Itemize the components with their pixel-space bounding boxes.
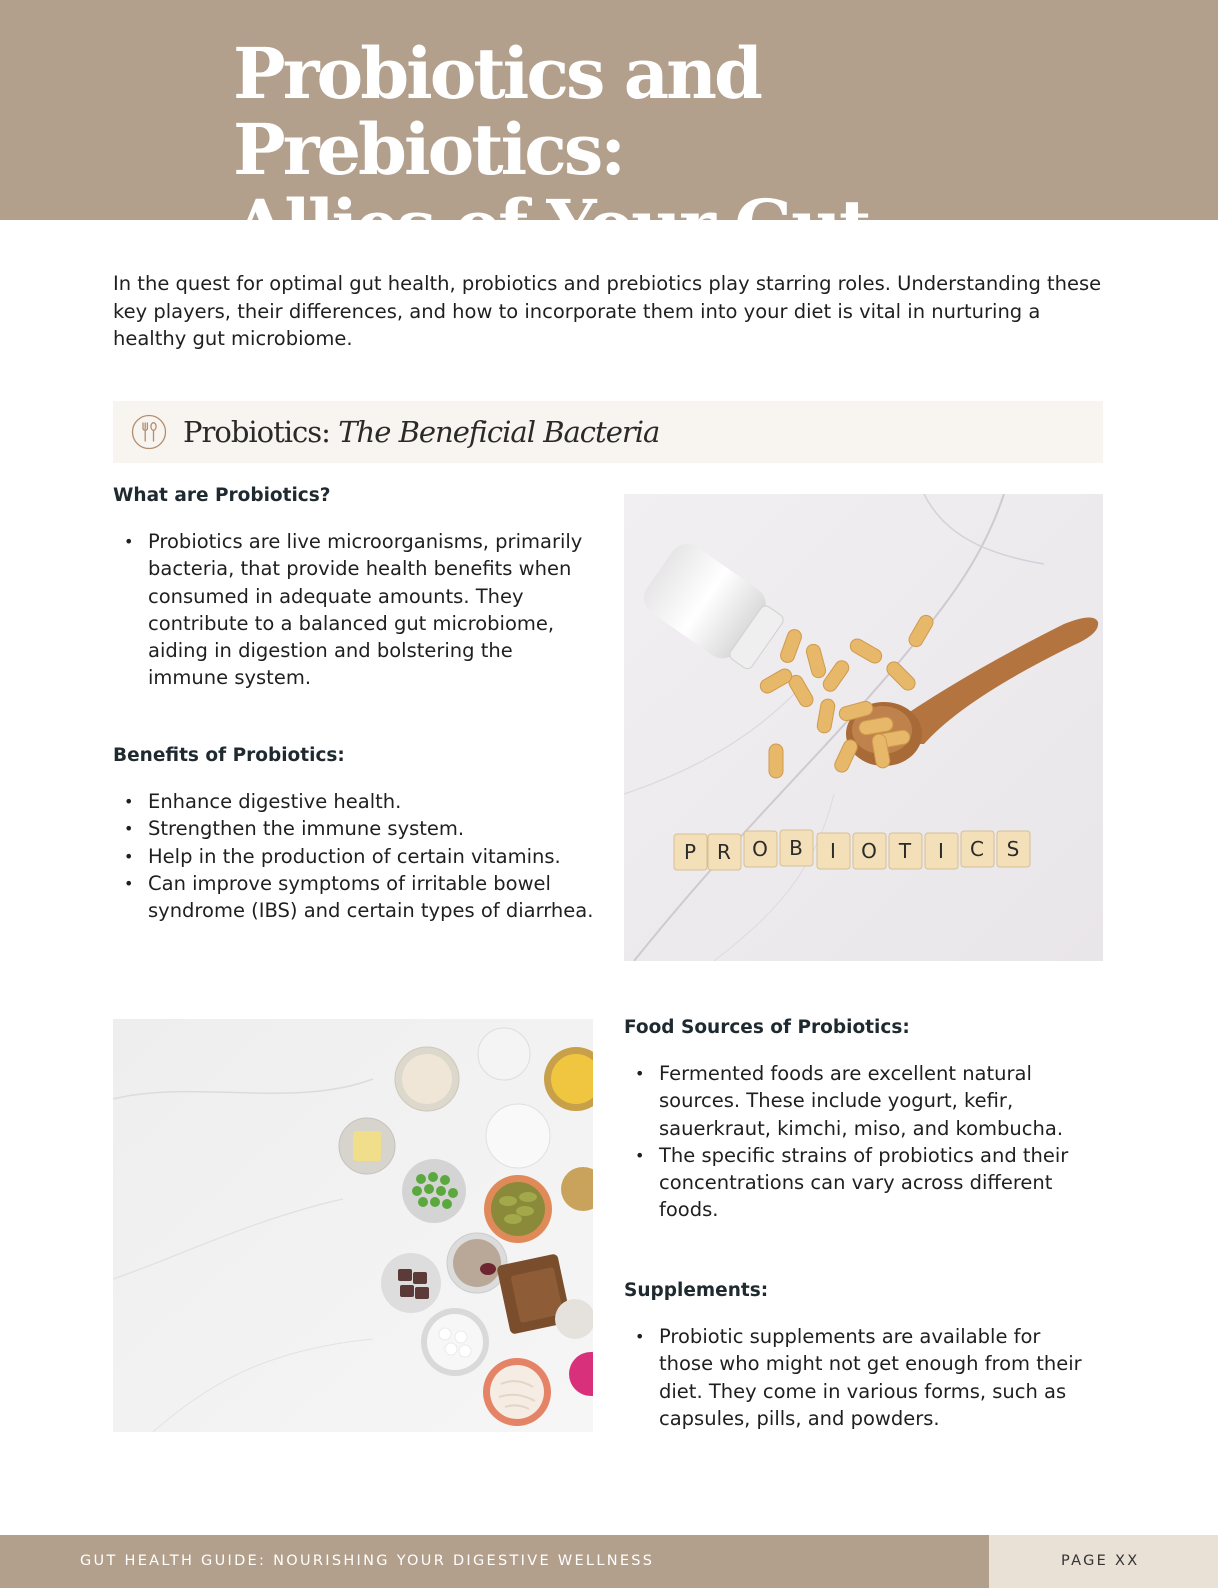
intro-paragraph: In the quest for optimal gut health, probiotics and prebiotics play starring roles. Understanding these key players, their differences, and how to incorporate them into your diet is vital in nurturing a healthy gut microbiome. — [113, 272, 1102, 350]
tile-letter: O — [861, 839, 877, 863]
benefits-list — [113, 788, 608, 924]
what-list — [113, 528, 588, 692]
section-title — [183, 413, 659, 451]
tile-letter: R — [717, 840, 731, 864]
list-item: • Enhance digestive health. — [113, 788, 608, 815]
section-title-plain: Probiotics: — [183, 415, 339, 449]
list-item: • Probiotic supplements are available for those who might not get enough from their diet. They come in various forms, such as capsules, pills, and powders. — [624, 1323, 1099, 1432]
footer-left — [0, 1535, 989, 1588]
footer-right — [989, 1535, 1218, 1588]
what-heading: What are Probiotics? — [113, 485, 331, 506]
page-title-line-1: Probiotics and Prebiotics: — [233, 32, 760, 191]
food-sources-list — [624, 1060, 1114, 1224]
tile-letter: S — [1006, 837, 1020, 861]
list-item: • Fermented foods are excellent natural sources. These include yogurt, kefir, sauerkraut, kimchi, miso, and kombucha. — [624, 1060, 1114, 1142]
fermented-foods-photo — [113, 1019, 593, 1432]
page-title-line-2: Allies of Your Gut — [233, 184, 869, 267]
tile-letter: C — [970, 837, 984, 861]
section-header — [113, 401, 1103, 463]
supplements-list — [624, 1323, 1099, 1432]
tile-letter: I — [938, 839, 944, 863]
list-item: • Probiotics are live microorganisms, primarily bacteria, that provide health benefits when consumed in adequate amounts. They contribute to a balanced gut microbiome, aiding in digestion and bolstering the immune system. — [113, 528, 588, 692]
page-title — [233, 32, 1133, 267]
list-item: • Can improve symptoms of irritable bowel syndrome (IBS) and certain types of diarrhea. — [113, 870, 608, 925]
food-sources-heading: Food Sources of Probiotics: — [624, 1017, 910, 1038]
list-item: • The specific strains of probiotics and their concentrations can vary across different foods. — [624, 1142, 1114, 1224]
section-title-italic: The Beneficial Bacteria — [338, 415, 660, 449]
fork-spoon-icon — [131, 414, 167, 450]
tile-letter: T — [898, 839, 912, 863]
probiotics-capsules-photo — [624, 494, 1103, 961]
tile-letter: O — [752, 837, 768, 861]
tile-letter: B — [789, 836, 803, 860]
list-item: • Strengthen the immune system. — [113, 815, 608, 842]
tile-letter: I — [830, 839, 836, 863]
tile-letter: P — [683, 840, 697, 864]
list-item: • Help in the production of certain vitamins. — [113, 843, 608, 870]
fermented-foods-illustration — [113, 1019, 593, 1432]
benefits-heading: Benefits of Probiotics: — [113, 745, 345, 766]
probiotics-capsules-illustration — [624, 494, 1103, 961]
supplements-heading: Supplements: — [624, 1280, 769, 1301]
footer-guide-title: GUT HEALTH GUIDE: NOURISHING YOUR DIGESTIVE WELLNESS — [80, 1553, 655, 1569]
page-number: PAGE XX — [1061, 1553, 1140, 1569]
